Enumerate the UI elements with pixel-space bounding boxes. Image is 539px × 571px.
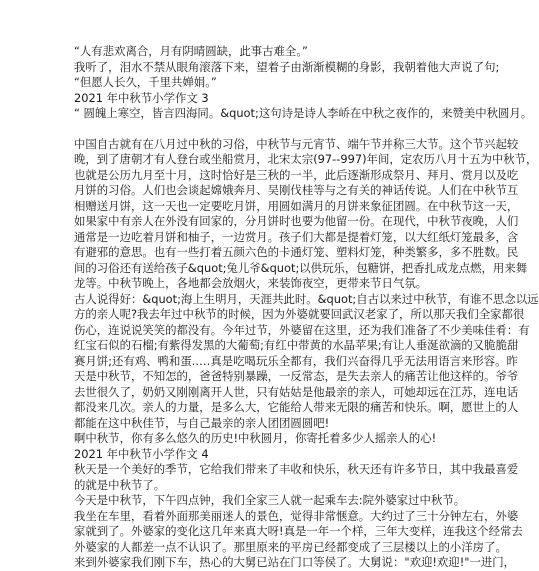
paragraph-line: 有避邪的意思。也有一些打着五颜六色的卡通灯笼、塑料灯笼，种类繁多，多不胜数。民 xyxy=(74,245,519,259)
paragraph-gap xyxy=(74,122,446,137)
document-column xyxy=(74,44,539,571)
paragraph-line: 古人说得好：&quot;海上生明月，天涯共此时。&quot;自古以来过中秋节，有谁不思念以远 xyxy=(74,291,539,306)
paragraph-line: 秋天是一个美好的季节，它给我们带来了丰收和快乐，秋天还有许多节日，其中我最喜爱 xyxy=(74,462,519,476)
paragraph-line: 相赠送月饼，这一天也一定要吃月饼，用圆如满月的月饼来象征团圆。在中秋节这一天， xyxy=(74,198,519,213)
essay-4-title: 2021 年中秋节小学作文 4 xyxy=(74,446,209,461)
paragraph-line: 间的习俗还有送给孩子&quot;兔儿爷&quot;以供玩乐，包糖饼，把香扎成龙点燃，用来舞 xyxy=(74,260,528,275)
paragraph-line: 也就是公历九月至十月，这时恰好是三秋的一半，此后逐渐形成祭月、拜月、赏月以及吃 xyxy=(74,167,519,182)
paragraph-line: 去世很久了，奶奶又刚刚离开人世，只有姑姑是他最亲的亲人，可她却远在江苏，连电话 xyxy=(74,384,519,399)
paragraph-line: 啊中秋节，你有多么悠久的历史!中秋圆月，你寄托着多少人摇亲人的心! xyxy=(74,431,437,445)
paragraph-line: 今天是中秋节，下午四点钟，我们全家三人就一起乘车去:院外婆家过中秋节。 xyxy=(74,493,466,507)
paragraph-line: 我听了，泪水不禁从眼角滚落下来，望着子由渐渐模糊的身影，我朝着他大声说了句; xyxy=(74,59,500,74)
paragraph-line: 中国自古就有在八月过中秋的习俗，中秋节与元宵节、端午节并称三大节。这个节兴起较 xyxy=(74,136,519,151)
paragraph-line: 红宝石似的石榴;有紫得发黑的大葡萄;有红中带黄的水晶苹果;有让人垂涎欲滴的又脆脆甜 xyxy=(74,338,519,352)
paragraph-line: 龙等。中秋节晚上，各地都会放烟火，来装饰夜空，更带来节日气氛。 xyxy=(74,276,428,290)
paragraph-line: 家就到了。外婆家的变化这几年来真大呀!真是一年一个样，三年大变样，连我这个经常去 xyxy=(74,524,523,538)
paragraph-line: 都没来几次。亲人的力量，是多么大，它能给人带来无限的痛苦和快乐。啊，愿世上的人 xyxy=(74,400,519,414)
paragraph-line: 晚，到了唐朝才有人登台或坐船赏月，北宋太宗(97--997)年间，定农历八月十五为中秋节， xyxy=(74,152,538,166)
paragraph-line: 来到外婆家我们刚下车，热心的大舅已站在门口等侯了。大舅说："欢迎!欢迎!"一进门， xyxy=(74,555,516,569)
poem-line: “但愿人长久，千里共婵娟。” xyxy=(74,75,217,89)
paragraph-line: 通常是一边吃着月饼和柚子，一边赏月。孩子们大都是提着灯笼，以大红纸灯笼最多，含 xyxy=(74,229,519,244)
poem-line: “人有悲欢离合，月有阴晴圆缺，此事古难全。” xyxy=(74,44,308,58)
paragraph-line: 方的亲人呢?我去年过中秋节的时候，因为外婆就要回武汉老家了，所以那天我们全家都很 xyxy=(74,307,525,321)
paragraph-line: 如果家中有亲人在外没有回家的，分月饼时也要为他留一份。在现代，中秋节夜晚，人们 xyxy=(74,214,519,228)
paragraph-line: 的就是中秋节了。 xyxy=(74,477,166,492)
paragraph-line: 赛月饼;还有鸡、鸭和蛋..…真是吃喝玩乐全都有，我们兴奋得几乎无法用语言来形容。昨 xyxy=(74,353,518,368)
paragraph-line: 月饼的习俗。人们也会谈起嫦娥奔月、吴刚伐桂等与之有关的神话传说。人们在中秋节互 xyxy=(74,183,519,197)
paragraph-line: 我坐在车里，看着外面那美丽迷人的景色，觉得非常惬意。大约过了三十分钟左右，外婆 xyxy=(74,508,519,523)
paragraph-line: 伤心，连说说笑笑的都没有。今年过节，外婆留在这里，还为我们准备了不少美味佳肴：有 xyxy=(74,322,530,337)
paragraph-line: 外婆家的人都差一点不认识了。那里原来的平房已经都变成了三层楼以上的小洋房了。 xyxy=(74,539,507,554)
paragraph-line: 天是中秋节，不知怎的，爸爸特别暴躁，一反常态，是失去亲人的痛苦让他这样的。爷爷 xyxy=(74,369,519,383)
essay-3-title: 2021 年中秋节小学作文 3 xyxy=(74,90,209,105)
paragraph-line: “ 圆魄上寒空，皆言四海同。&quot;这句诗是诗人李峤在中秋之夜作的，来赞美中秋圆月。 xyxy=(74,106,533,120)
paragraph-line: 都能在这中秋佳节，与自己最亲的亲人团团圆圆吧! xyxy=(74,415,330,430)
